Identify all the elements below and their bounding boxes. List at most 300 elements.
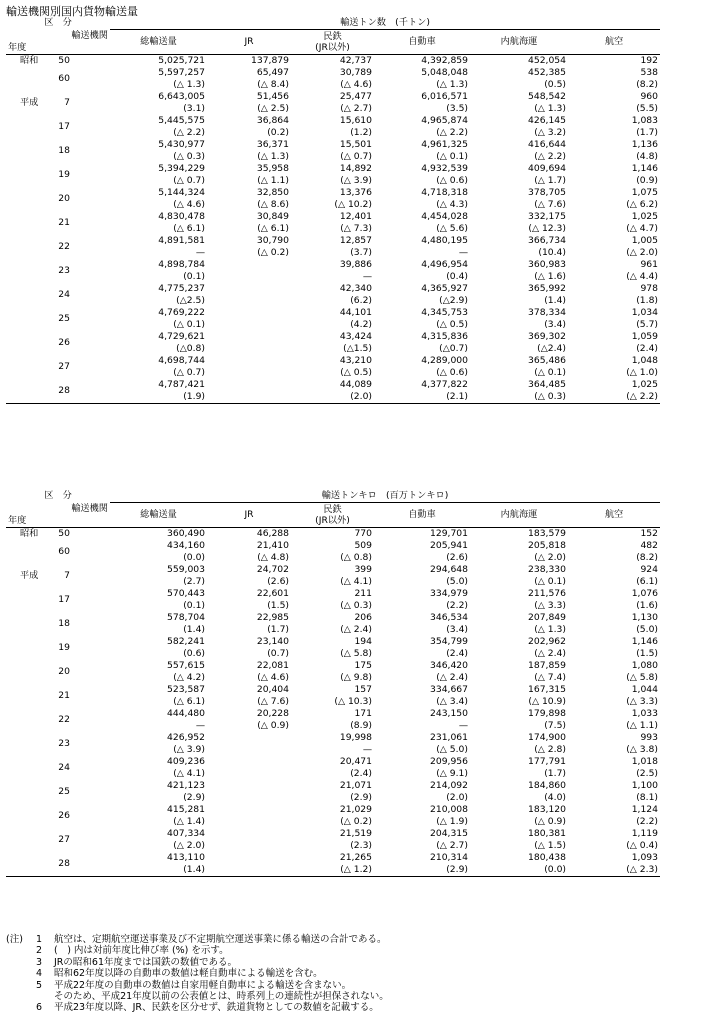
value-cell: 43,210 xyxy=(339,354,372,366)
value-cell: 413,110 xyxy=(167,851,205,863)
value-cell: 20,404 xyxy=(256,683,289,695)
notes xyxy=(6,934,389,1014)
value-cell: 557,615 xyxy=(167,659,205,671)
rate-cell xyxy=(207,271,291,283)
note-label xyxy=(6,991,26,1002)
rate-cell: (△ 3.3) xyxy=(534,599,566,611)
value-cell: 44,089 xyxy=(339,378,372,390)
value-cell: 5,144,324 xyxy=(158,186,205,198)
note-label xyxy=(6,1002,26,1013)
rate-cell: (2.3) xyxy=(350,839,372,851)
rate-cell: (1.5) xyxy=(267,599,289,611)
value-cell: 4,830,478 xyxy=(158,210,205,222)
value-cell: 1,018 xyxy=(631,755,658,767)
value-cell xyxy=(207,331,291,343)
rate-cell: (△ 0.2) xyxy=(257,246,289,258)
column-header: JR xyxy=(207,30,291,55)
value-cell: 21,519 xyxy=(339,827,372,839)
note-item xyxy=(6,991,389,1002)
rate-cell: (△ 0.3) xyxy=(340,599,372,611)
year-cell xyxy=(6,780,110,804)
value-cell: 1,076 xyxy=(631,587,658,599)
rate-cell: — xyxy=(458,719,468,731)
group-header: 輸送トンキロ (百万トンキロ) xyxy=(110,490,660,503)
value-cell: 378,705 xyxy=(528,186,566,198)
rate-cell: (2.9) xyxy=(374,864,470,877)
rate-cell xyxy=(207,295,291,307)
rate-cell xyxy=(207,768,291,780)
year-cell xyxy=(6,187,110,211)
value-cell: 578,704 xyxy=(167,611,205,623)
note-label xyxy=(6,945,26,956)
rate-cell: (6.2) xyxy=(350,294,372,306)
value-cell: 210,314 xyxy=(430,851,468,863)
value-cell xyxy=(207,355,291,367)
rate-cell: (△ 1.3) xyxy=(534,623,566,635)
year-label: 19 xyxy=(58,168,70,180)
rate-cell: (△ 4.6) xyxy=(257,671,289,683)
note-text: そのため、平成21年度以前の公表値とは、時系列上の連続性が担保されない。 xyxy=(54,991,389,1003)
value-cell: 365,992 xyxy=(528,282,566,294)
note-number: 4 xyxy=(36,968,43,980)
value-cell: 187,859 xyxy=(528,659,566,671)
rate-cell: (△0.7) xyxy=(439,342,468,354)
rate-cell: (1.7) xyxy=(544,767,566,779)
rate-cell: (1.9) xyxy=(110,391,207,404)
rate-cell: (7.5) xyxy=(544,719,566,731)
era-label: 平成 xyxy=(20,569,39,581)
rate-cell: (△ 4.8) xyxy=(257,551,289,563)
year-cell xyxy=(6,115,110,139)
rate-cell: (2.4) xyxy=(636,342,658,354)
rate-cell: (△ 3.9) xyxy=(340,174,372,186)
value-cell: 4,729,621 xyxy=(158,330,205,342)
rate-cell: (△ 6.2) xyxy=(626,198,658,210)
rate-cell xyxy=(207,367,291,379)
value-cell: 1,005 xyxy=(631,234,658,246)
year-label: 17 xyxy=(58,593,70,605)
rate-cell: (△ 0.9) xyxy=(534,815,566,827)
rate-cell: (△ 4.2) xyxy=(173,671,205,683)
rate-cell: (0.2) xyxy=(267,126,289,138)
value-cell: 559,003 xyxy=(167,563,205,575)
value-cell: 4,965,874 xyxy=(421,114,468,126)
rate-cell: (1.7) xyxy=(267,623,289,635)
value-cell: 1,080 xyxy=(631,659,658,671)
rate-cell: (△ 0.5) xyxy=(340,366,372,378)
value-cell: 12,857 xyxy=(339,234,372,246)
year-cell xyxy=(6,828,110,852)
year-cell xyxy=(6,756,110,780)
rate-cell: (5.5) xyxy=(636,102,658,114)
rate-cell xyxy=(207,864,291,877)
rate-cell: (3.5) xyxy=(446,102,468,114)
note-text: JRの昭和61年度までは国鉄の数値である。 xyxy=(54,956,237,968)
kubun-header: 区 分 xyxy=(44,17,72,29)
value-cell: 582,241 xyxy=(167,635,205,647)
value-cell: 4,898,784 xyxy=(158,258,205,270)
rate-cell: (1.5) xyxy=(636,647,658,659)
value-cell: 5,445,575 xyxy=(158,114,205,126)
value-cell: 5,025,721 xyxy=(158,54,205,66)
value-cell: 409,694 xyxy=(528,162,566,174)
value-cell: 332,175 xyxy=(528,210,566,222)
rate-cell: (△ 0.1) xyxy=(534,575,566,587)
rate-cell: (4.2) xyxy=(350,318,372,330)
year-cell xyxy=(6,660,110,684)
value-cell: 6,643,005 xyxy=(158,90,205,102)
era-label: 昭和 xyxy=(20,54,39,66)
year-label: 20 xyxy=(58,665,70,677)
rate-cell: (2.1) xyxy=(374,391,470,404)
value-cell: 364,485 xyxy=(528,378,566,390)
year-label: 28 xyxy=(58,857,70,869)
value-cell: 238,330 xyxy=(528,563,566,575)
column-header: 内航海運 xyxy=(470,503,568,528)
rate-cell: (△ 0.2) xyxy=(340,815,372,827)
value-cell xyxy=(207,379,291,391)
rate-cell: (△ 2.2) xyxy=(568,391,660,404)
rate-cell: (△ 0.7) xyxy=(173,366,205,378)
rate-cell: (5.7) xyxy=(636,318,658,330)
value-cell: 211 xyxy=(354,587,372,599)
note-item xyxy=(6,934,389,945)
column-header xyxy=(291,30,374,55)
note-label xyxy=(6,957,26,968)
value-cell: 14,892 xyxy=(339,162,372,174)
rate-cell: (△ 7.6) xyxy=(257,695,289,707)
year-label: 60 xyxy=(58,72,70,84)
group-header: 輸送トン数 (千トン) xyxy=(110,17,660,30)
rate-cell: (0.1) xyxy=(183,270,205,282)
value-cell: 1,124 xyxy=(631,803,658,815)
rate-cell: — xyxy=(195,719,205,731)
rate-cell xyxy=(207,816,291,828)
value-cell: 180,438 xyxy=(528,851,566,863)
year-cell xyxy=(6,804,110,828)
value-cell: 538 xyxy=(640,66,658,78)
value-cell: 192 xyxy=(640,54,658,66)
year-label: 60 xyxy=(58,545,70,557)
value-cell: 4,698,744 xyxy=(158,354,205,366)
year-cell xyxy=(6,732,110,756)
rate-cell: (0.4) xyxy=(446,270,468,282)
rate-cell: (8.1) xyxy=(636,791,658,803)
year-cell xyxy=(6,283,110,307)
nendo-header: 年度 xyxy=(6,515,110,528)
rate-cell: (2.9) xyxy=(350,791,372,803)
value-cell: 509 xyxy=(354,539,372,551)
rate-cell: (2.2) xyxy=(636,815,658,827)
value-cell: 157 xyxy=(354,683,372,695)
value-cell: 523,587 xyxy=(167,683,205,695)
value-cell: 4,775,237 xyxy=(158,282,205,294)
rate-cell: (△ 2.7) xyxy=(340,102,372,114)
note-item xyxy=(6,1002,389,1013)
rate-cell: (△ 12.3) xyxy=(528,222,566,234)
rate-cell xyxy=(207,744,291,756)
rate-cell: (△ 5.8) xyxy=(340,647,372,659)
value-cell: 22,985 xyxy=(256,611,289,623)
rate-cell: (△ 7.6) xyxy=(534,198,566,210)
value-cell: 204,315 xyxy=(430,827,468,839)
value-cell: 30,790 xyxy=(256,234,289,246)
value-cell: 978 xyxy=(640,282,658,294)
era-label: 平成 xyxy=(20,96,39,108)
value-cell: 42,340 xyxy=(339,282,372,294)
rate-cell: (2.6) xyxy=(446,551,468,563)
rate-cell: (△ 0.4) xyxy=(626,839,658,851)
rate-cell: (△ 1.1) xyxy=(257,174,289,186)
value-cell: 1,033 xyxy=(631,707,658,719)
column-header xyxy=(291,503,374,528)
note-text: ( ) 内は対前年度比伸び率 (%) を示す。 xyxy=(54,945,229,957)
value-cell: 5,394,229 xyxy=(158,162,205,174)
value-cell: 770 xyxy=(354,527,372,539)
value-cell: 4,718,318 xyxy=(421,186,468,198)
rate-cell: (△ 4.1) xyxy=(340,575,372,587)
rate-cell xyxy=(207,319,291,331)
rate-cell: (4.0) xyxy=(544,791,566,803)
rate-cell: (△ 2.8) xyxy=(534,743,566,755)
page-title: 輸送機関別国内貨物輸送量 xyxy=(6,5,138,18)
rate-cell: (△ 4.6) xyxy=(340,78,372,90)
value-cell: 194 xyxy=(354,635,372,647)
rate-cell: (△ 7.3) xyxy=(340,222,372,234)
value-cell: 421,123 xyxy=(167,779,205,791)
rate-cell: (△ 6.1) xyxy=(173,695,205,707)
year-cell xyxy=(6,527,110,540)
rate-cell: (△ 0.3) xyxy=(173,150,205,162)
year-cell xyxy=(6,211,110,235)
rate-cell: — xyxy=(362,743,372,755)
rate-cell: (△ 0.5) xyxy=(436,318,468,330)
year-label: 18 xyxy=(58,617,70,629)
value-cell: 1,025 xyxy=(631,210,658,222)
rate-cell: (△ 2.2) xyxy=(436,126,468,138)
note-number: 1 xyxy=(36,934,43,945)
rate-cell: (△ 0.1) xyxy=(436,150,468,162)
year-cell xyxy=(6,852,110,877)
year-label: 24 xyxy=(58,761,70,773)
value-cell: 334,979 xyxy=(430,587,468,599)
year-label: 19 xyxy=(58,641,70,653)
note-item xyxy=(6,968,389,979)
year-cell xyxy=(6,307,110,331)
value-cell: 13,376 xyxy=(339,186,372,198)
rate-cell: (2.5) xyxy=(636,767,658,779)
column-header-line: 民鉄 xyxy=(323,503,342,515)
value-cell xyxy=(207,283,291,295)
value-cell: 184,860 xyxy=(528,779,566,791)
note-label xyxy=(6,968,26,979)
rate-cell: (△ 9.8) xyxy=(340,671,372,683)
rate-cell: (2.9) xyxy=(183,791,205,803)
value-cell: 30,789 xyxy=(339,66,372,78)
value-cell: 434,160 xyxy=(167,539,205,551)
rate-cell: (1.6) xyxy=(636,599,658,611)
year-label: 22 xyxy=(58,713,70,725)
year-label: 50 xyxy=(58,527,70,539)
year-label: 27 xyxy=(58,833,70,845)
value-cell: 409,236 xyxy=(167,755,205,767)
value-cell: 924 xyxy=(640,563,658,575)
value-cell: 42,737 xyxy=(339,54,372,66)
year-cell xyxy=(6,259,110,283)
value-cell: 1,119 xyxy=(631,827,658,839)
year-cell xyxy=(6,564,110,588)
value-cell: 416,644 xyxy=(528,138,566,150)
value-cell: 1,100 xyxy=(631,779,658,791)
rate-cell: (△ 0.7) xyxy=(340,150,372,162)
value-cell: 137,879 xyxy=(251,54,289,66)
rate-cell: (△2.9) xyxy=(439,294,468,306)
year-label: 21 xyxy=(58,689,70,701)
year-cell xyxy=(6,235,110,259)
value-cell: 21,265 xyxy=(339,851,372,863)
rate-cell: (△ 1.3) xyxy=(436,78,468,90)
value-cell: 1,059 xyxy=(631,330,658,342)
rate-cell: (△ 5.8) xyxy=(626,671,658,683)
kikan-header: 輸送機関 xyxy=(71,502,108,514)
value-cell: 21,029 xyxy=(339,803,372,815)
note-label: (注) xyxy=(6,934,23,945)
rate-cell: (△ 3.9) xyxy=(173,743,205,755)
column-header: JR xyxy=(207,503,291,528)
year-cell xyxy=(6,67,110,91)
note-text: 平成23年度以降、JR、民鉄を区分せず、鉄道貨物としての数値を記載する。 xyxy=(54,1002,379,1014)
rate-cell: (△ 1.3) xyxy=(257,150,289,162)
year-label: 23 xyxy=(58,264,70,276)
value-cell: 4,961,325 xyxy=(421,138,468,150)
rate-cell: (2.0) xyxy=(291,391,374,404)
rate-cell: (0.5) xyxy=(544,78,566,90)
rate-cell: (△ 0.6) xyxy=(436,366,468,378)
value-cell: 4,289,000 xyxy=(421,354,468,366)
rate-cell: — xyxy=(458,246,468,258)
year-cell xyxy=(6,684,110,708)
rate-cell: (△ 1.2) xyxy=(291,864,374,877)
value-cell: 334,667 xyxy=(430,683,468,695)
year-cell xyxy=(6,612,110,636)
rate-cell: (△ 3.8) xyxy=(626,743,658,755)
rate-cell xyxy=(207,792,291,804)
value-cell: 444,480 xyxy=(167,707,205,719)
rate-cell: (3.4) xyxy=(544,318,566,330)
value-cell: 4,315,836 xyxy=(421,330,468,342)
value-cell: 43,424 xyxy=(339,330,372,342)
column-header: 総輸送量 xyxy=(110,30,207,55)
column-header-line: 民鉄 xyxy=(323,30,342,42)
year-label: 26 xyxy=(58,809,70,821)
rate-cell: (△ 1.5) xyxy=(534,839,566,851)
note-item xyxy=(6,945,389,956)
value-cell: 152 xyxy=(640,527,658,539)
year-label: 18 xyxy=(58,144,70,156)
value-cell: 4,392,859 xyxy=(421,54,468,66)
value-cell: 415,281 xyxy=(167,803,205,815)
value-cell xyxy=(207,259,291,271)
value-cell: 6,016,571 xyxy=(421,90,468,102)
rate-cell: (△0.8) xyxy=(176,342,205,354)
note-number: 6 xyxy=(36,1002,43,1014)
rate-cell: (△ 0.1) xyxy=(173,318,205,330)
value-cell xyxy=(207,852,291,864)
note-text: 昭和62年度以降の自動車の数値は軽自動車による輸送を含む。 xyxy=(54,968,323,980)
value-cell: 19,998 xyxy=(339,731,372,743)
rate-cell: (3.1) xyxy=(183,102,205,114)
value-cell: 32,850 xyxy=(256,186,289,198)
rate-cell: — xyxy=(362,270,372,282)
column-header-line: (JR以外) xyxy=(315,41,350,53)
rate-cell: (6.1) xyxy=(636,575,658,587)
rate-cell: (△ 2.0) xyxy=(626,246,658,258)
year-label: 23 xyxy=(58,737,70,749)
rate-cell: (0.7) xyxy=(267,647,289,659)
note-number xyxy=(26,991,54,1002)
column-header: 航空 xyxy=(568,30,660,55)
rate-cell: (△1.5) xyxy=(343,342,372,354)
rate-cell: (△ 4.7) xyxy=(626,222,658,234)
value-cell: 209,956 xyxy=(430,755,468,767)
value-cell: 171 xyxy=(354,707,372,719)
rate-cell: (△ 2.7) xyxy=(436,839,468,851)
note-item xyxy=(6,980,389,991)
rate-cell: (△ 7.4) xyxy=(534,671,566,683)
value-cell: 482 xyxy=(640,539,658,551)
value-cell: 426,145 xyxy=(528,114,566,126)
value-cell xyxy=(207,307,291,319)
freight-tonnage-table xyxy=(6,17,660,404)
year-cell xyxy=(6,355,110,379)
value-cell: 202,962 xyxy=(528,635,566,647)
value-cell: 1,146 xyxy=(631,162,658,174)
year-label: 17 xyxy=(58,120,70,132)
rate-cell: (△ 0.9) xyxy=(257,719,289,731)
rate-cell: (1.4) xyxy=(183,623,205,635)
value-cell: 960 xyxy=(640,90,658,102)
rate-cell: (1.8) xyxy=(636,294,658,306)
value-cell: 39,886 xyxy=(339,258,372,270)
year-label: 25 xyxy=(58,312,70,324)
rate-cell: (3.4) xyxy=(446,623,468,635)
rate-cell: (2.4) xyxy=(350,767,372,779)
rate-cell: — xyxy=(195,246,205,258)
rate-cell: (△ 2.4) xyxy=(340,623,372,635)
rate-cell: (△ 1.6) xyxy=(534,270,566,282)
value-cell: 167,315 xyxy=(528,683,566,695)
rate-cell: (0.0) xyxy=(183,551,205,563)
value-cell: 211,576 xyxy=(528,587,566,599)
rate-cell: (8.2) xyxy=(636,551,658,563)
kikan-header: 輸送機関 xyxy=(71,29,108,41)
rate-cell: (1.2) xyxy=(350,126,372,138)
value-cell: 346,420 xyxy=(430,659,468,671)
year-label: 24 xyxy=(58,288,70,300)
rate-cell: (△ 0.8) xyxy=(340,551,372,563)
rate-cell: (△ 4.6) xyxy=(173,198,205,210)
freight-tonkm-table xyxy=(6,490,660,877)
value-cell: 46,288 xyxy=(256,527,289,539)
value-cell: 5,430,977 xyxy=(158,138,205,150)
value-cell: 1,083 xyxy=(631,114,658,126)
rate-cell: (△ 8.4) xyxy=(257,78,289,90)
column-header: 自動車 xyxy=(374,30,470,55)
value-cell: 4,377,822 xyxy=(421,378,468,390)
year-label: 7 xyxy=(64,96,70,108)
rate-cell: (1.4) xyxy=(544,294,566,306)
rate-cell: (△ 2.2) xyxy=(534,150,566,162)
